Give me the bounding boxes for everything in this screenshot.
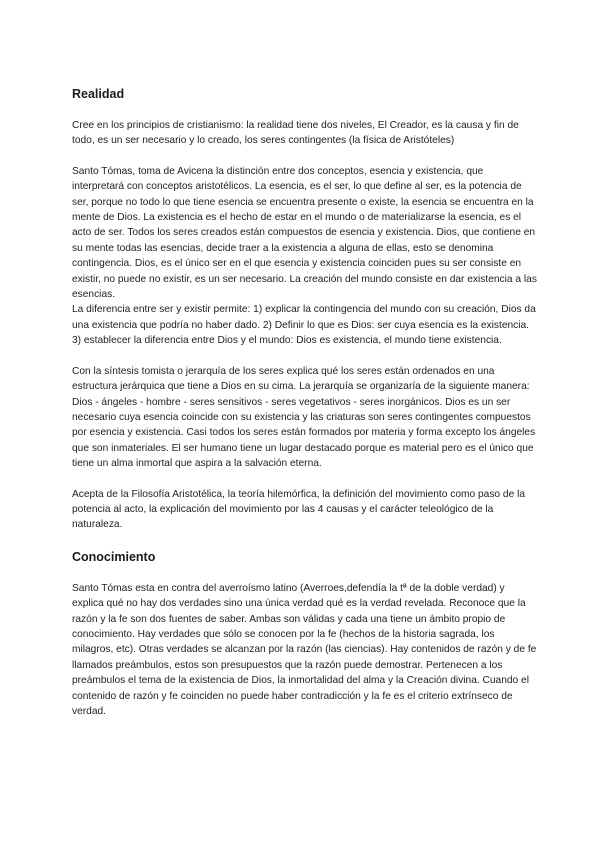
document-body — [72, 84, 538, 719]
section-heading-realidad: Realidad — [72, 87, 125, 101]
paragraph: Santo Tómas esta en contra del averroísmo latino (Averroes,defendía la tª de la doble verdad) y explica qué no hay dos verdades sino una única verdad qué es la verdad revelada. Reconoce que la razón y la fe son dos fuentes de saber. Ambas son válidas y cada una tiene un ámbito propio de conocimiento. Hay verdades que sólo se conocen por la fe (hechos de la historia sagrada, los milagros, etc). Otras verdades se alcanzan por la razón (las ciencias). Hay contenidos de razón y de fe llamados preámbulos, estos son presupuestos que la razón puede demostrar. Pertenecen a los preámbulos el tema de la existencia de Dios, la inmortalidad del alma y la Creación divina. Cuando el contenido de razón y fe coinciden no puede haber contradicción y la fe es el criterio extrínseco de verdad. — [72, 582, 537, 717]
paragraph: La diferencia entre ser y existir permite: 1) explicar la contingencia del mundo con su creación, Dios da una existencia que podría no haber dado. 2) Definir lo que es Dios: ser cuya esencia es la existencia. 3) establecer la diferencia entre Dios y el mundo: Dios es existencia, el mundo tiene existencia. — [72, 304, 536, 347]
paragraph: Santo Tómas, toma de Avicena la distinción entre dos conceptos, esencia y existencia, que interpretará con conceptos aristotélicos. La esencia, es el ser, lo que define al ser, es la potencia de ser, porque no todo lo que tiene esencia se encuentra presente o existe, la esencia se encuentra en la mente de Dios. La existencia es el hecho de estar en el mundo o de materializarse la esencia, es el acto de ser. Todos los seres creados están compuestos de esencia y existencia. Dios, que contiene en su mente todas las esencias, decide traer a la existencia a alguna de ellas, esto se denomina contingencia. Dios, es el único ser en el que esencia y existencia coinciden pues su ser consiste en existir, no puede no existir, es un ser necesario. La creación del mundo consiste en dar existencia a las esencias. — [72, 165, 537, 301]
paragraph: Acepta de la Filosofía Aristotélica, la teoría hilemórfica, la definición del movimiento como paso de la potencia al acto, la explicación del movimiento por las 4 causas y el carácter teleológico de la naturaleza. — [72, 488, 526, 531]
paragraph: Con la síntesis tomista o jerarquía de los seres explica qué los seres están ordenados en una estructura jerárquica que tiene a Dios en su cima. La jerarquía se organizaría de la siguiente manera: Dios - ángeles - hombre - seres sensitivos - seres vegetativos - seres inorgánicos. Dios es un ser necesario cuya esencia coincide con su existencia y las criaturas son seres contingentes compuestos por esencia y existencia. Casi todos los seres están formados por materia y forma excepto los ángeles que son inmateriales. El ser humano tiene un lugar destacado porque es material pero es el único que tiene un alma inmortal que aspira a la salvación eterna. — [72, 365, 536, 470]
paragraph: Cree en los principios de cristianismo: la realidad tiene dos niveles, El Creador, es la causa y fin de todo, es un ser necesario y lo creado, los seres contingentes (la física de Aristóteles) — [72, 120, 519, 147]
section-heading-conocimiento: Conocimiento — [72, 549, 156, 564]
